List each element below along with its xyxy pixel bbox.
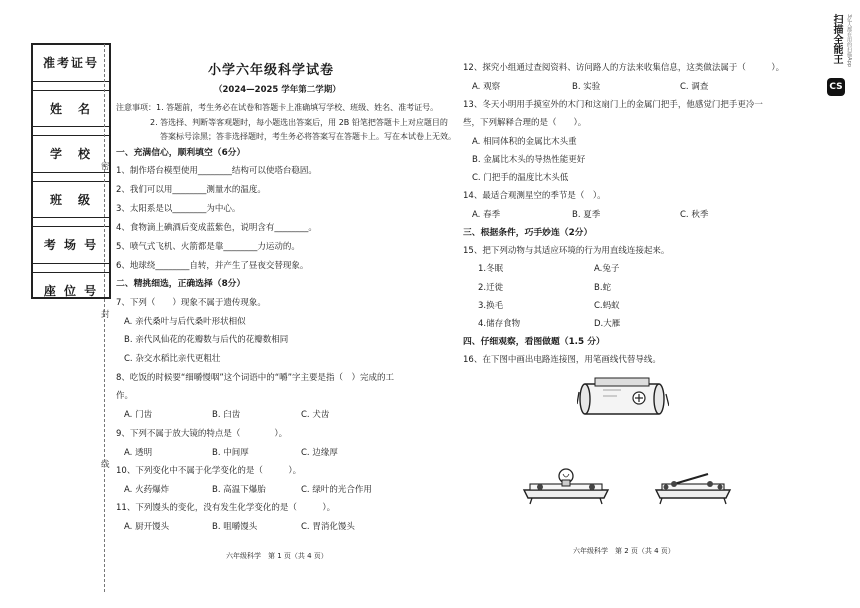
- question-13-option-b: B. 金属比木头的导热性能更好: [472, 155, 586, 165]
- question-1: 1、制作塔台模型使用________结构可以使塔台稳固。: [116, 166, 317, 176]
- section-2-heading: 二、精挑细选，正确选择（8分）: [116, 279, 246, 289]
- candidate-info-table: [31, 43, 111, 299]
- notice-line-2a: 2. 答选择、判断等客观题时，每小题选出答案后，用 2B 铅笔把答题卡上对应题目的: [150, 118, 448, 127]
- info-label: 姓 名: [33, 91, 109, 128]
- question-10-option: A. 火药爆炸: [124, 485, 170, 495]
- question-13-line-2: 些，下列解释合理的是（ ）。: [463, 118, 587, 128]
- info-divider: [33, 173, 109, 182]
- question-12-option: A. 观察: [472, 82, 501, 92]
- info-divider: [33, 82, 109, 91]
- question-10: 10、下列变化中不属于化学变化的是（ ）。: [116, 466, 302, 476]
- question-8-line-1: 8、吃饭的时候要“细嚼慢咽”这个词语中的“嚼”字主要是指（ ）完成的工: [116, 373, 395, 383]
- battery-figure: [577, 372, 669, 426]
- question-14-option: A. 春季: [472, 210, 501, 220]
- question-12-option: C. 调查: [680, 82, 709, 92]
- question-16: 16、在下图中画出电路连接图，用笔画线代替导线。: [463, 355, 661, 365]
- question-5: 5、喷气式飞机、火箭都是靠________力运动的。: [116, 242, 300, 252]
- info-divider: [33, 264, 109, 273]
- question-14-option: B. 夏季: [572, 210, 601, 220]
- scanner-logo-name: 扫描全能王: [831, 14, 842, 64]
- question-9: 9、下列不属于放大镜的特点是（ ）。: [116, 429, 288, 439]
- scanner-logo-sub: 3亿人都在用的扫描App: [846, 14, 852, 67]
- question-12-option: B. 实验: [572, 82, 601, 92]
- animal-item: A.兔子: [594, 264, 620, 274]
- page-1-footer: 六年级科学 第 1 页（共 4 页）: [226, 552, 328, 560]
- behavior-item: 2.迁徙: [478, 283, 504, 293]
- animal-item: D.大雁: [594, 319, 621, 329]
- info-label: 准考证号: [33, 45, 109, 82]
- info-label: 学 校: [33, 136, 109, 173]
- page-2-footer: 六年级科学 第 2 页（共 4 页）: [573, 547, 675, 555]
- question-15: 15、把下列动物与其适应环境的行为用直线连接起来。: [463, 246, 670, 256]
- question-12: 12、探究小组通过查阅资料、访问路人的方法来收集信息，这类做法属于（ ）。: [463, 63, 785, 73]
- question-14-option: C. 秋季: [680, 210, 709, 220]
- question-9-option: A. 透明: [124, 448, 153, 458]
- binding-mark-xian: 线: [101, 460, 110, 470]
- behavior-item: 3.换毛: [478, 301, 504, 311]
- animal-item: C.蚂蚁: [594, 301, 620, 311]
- question-8-option: A. 门齿: [124, 410, 153, 420]
- question-4: 4、食物滴上碘酒后变成蓝紫色，说明含有________。: [116, 223, 317, 233]
- question-7-option-c: C. 杂交水稻比亲代更粗壮: [124, 354, 221, 364]
- section-4-heading: 四、仔细观察，看图做题（1.5 分）: [463, 337, 605, 347]
- question-8-line-2: 作。: [116, 391, 134, 401]
- section-1-heading: 一、充满信心，顺利填空（6分）: [116, 148, 246, 158]
- question-11-option: A. 厨开馒头: [124, 522, 170, 532]
- notice-line-2b: 答案标号涂黑；答非选择题时，考生务必将答案写在答题卡上。写在本试卷上无效。: [160, 132, 456, 141]
- question-3: 3、太阳系是以________为中心。: [116, 204, 241, 214]
- info-label: 座 位 号: [43, 284, 99, 299]
- question-14: 14、最适合观测星空的季节是（ ）。: [463, 191, 606, 201]
- question-11-option: C. 胃消化馒头: [301, 522, 355, 532]
- info-label: 考 场 号: [33, 227, 109, 264]
- question-13-option-a: A. 相同体积的金属比木头重: [472, 137, 577, 147]
- question-13-line-1: 13、冬天小明用手摸室外的木门和这扇门上的金属门把手，他感觉门把手更冷一: [463, 100, 763, 110]
- info-divider: [33, 218, 109, 227]
- question-10-option: B. 高温下爆胎: [212, 485, 266, 495]
- question-9-option: C. 边缘厚: [301, 448, 338, 458]
- question-7: 7、下列（ ）现象不属于遗传现象。: [116, 298, 266, 308]
- question-8-option: C. 犬齿: [301, 410, 330, 420]
- scanner-logo-badge: CS: [827, 78, 845, 96]
- section-3-heading: 三、根据条件，巧手妙连（2分）: [463, 228, 593, 238]
- behavior-item: 4.储存食物: [478, 319, 521, 329]
- info-divider: [33, 127, 109, 136]
- notice-line-1: 注意事项：1. 答题前，考生务必在试卷和答题卡上准确填写学校、班级、姓名、准考证号。: [116, 103, 439, 112]
- question-11: 11、下列馒头的变化，没有发生化学变化的是（ ）。: [116, 503, 336, 513]
- question-6: 6、地球绕________自转，并产生了昼夜交替现象。: [116, 261, 309, 271]
- question-9-option: B. 中间厚: [212, 448, 249, 458]
- scanner-logo: [826, 14, 852, 112]
- exam-subtitle: （2024—2025 学年第二学期）: [214, 85, 341, 95]
- bulb-holder-figure: [520, 462, 612, 506]
- animal-item: B.蛇: [594, 283, 612, 293]
- question-13-option-c: C. 门把手的温度比木头低: [472, 173, 569, 183]
- behavior-item: 1.冬眠: [478, 264, 504, 274]
- question-11-option: B. 咀嚼馒头: [212, 522, 258, 532]
- binding-mark-feng: 封: [101, 310, 110, 320]
- exam-title: 小学六年级科学试卷: [208, 63, 335, 78]
- question-8-option: B. 臼齿: [212, 410, 241, 420]
- info-label: 班 级: [33, 182, 109, 219]
- switch-figure: [652, 466, 734, 506]
- question-7-option-a: A. 亲代桑叶与后代桑叶形状相似: [124, 317, 246, 327]
- question-10-option: C. 绿叶的光合作用: [301, 485, 372, 495]
- question-7-option-b: B. 亲代风仙花的花瓣数与后代的花瓣数相同: [124, 335, 289, 345]
- question-2: 2、我们可以用________测量水的温度。: [116, 185, 266, 195]
- binding-mark-mi: 密: [101, 162, 110, 172]
